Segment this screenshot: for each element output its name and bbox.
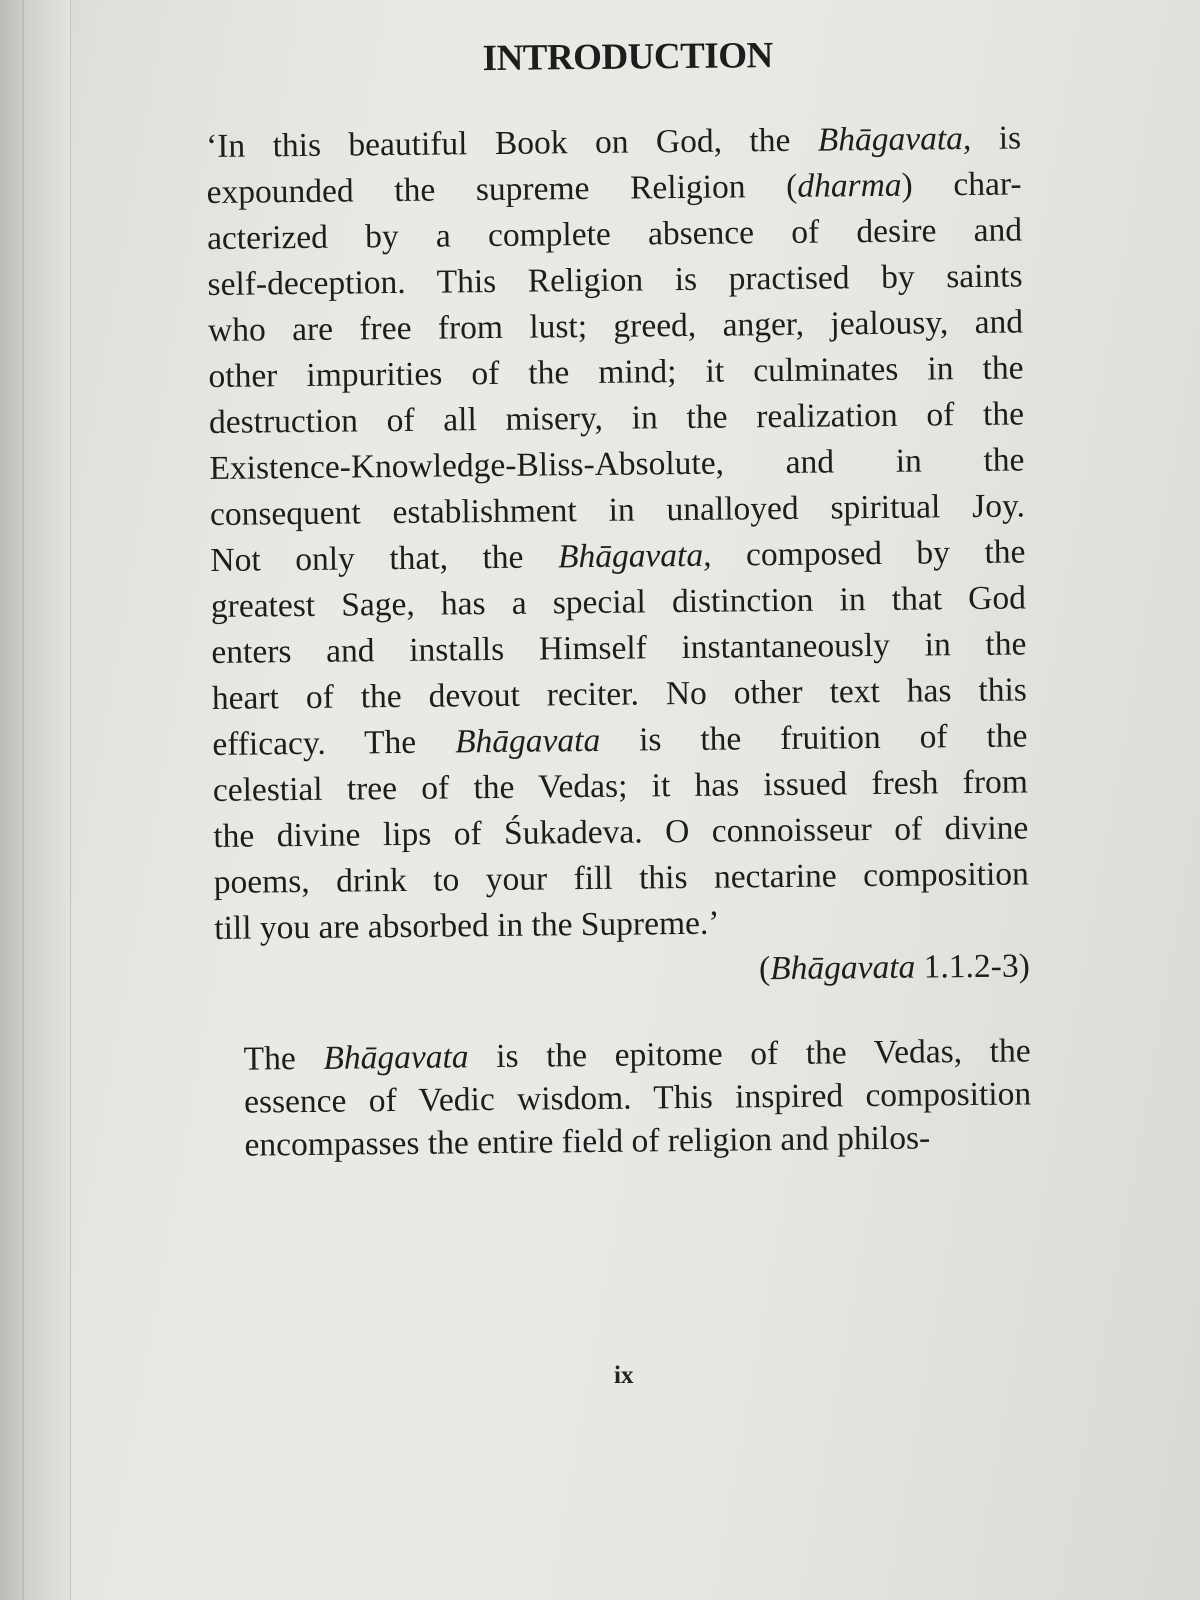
text-block (205, 31, 1032, 1166)
text-run: celestial tree of the Vedas; it has issued fresh from (212, 763, 1029, 809)
text-run: efficacy. The (212, 723, 456, 763)
italic-text: dharma (797, 166, 902, 205)
italic-text: Bhāgavata (454, 721, 601, 761)
text-run: till you are absorbed in the Supreme.’ (214, 904, 720, 947)
text-run: greatest Sage, has a special distinction in that God (210, 579, 1027, 625)
text-run: Not only that, the (210, 538, 559, 579)
book-gutter (0, 0, 71, 1600)
text-line (214, 851, 1029, 906)
citation (215, 943, 1030, 998)
text-run: The (243, 1039, 324, 1078)
italic-text: Bhāgavata, (817, 119, 972, 159)
gutter-edge (22, 0, 24, 1600)
text-run: other impurities of the mind; it culminates in the (208, 349, 1024, 395)
text-run: the divine lips of Śukadeva. O connoisseur of divine (213, 809, 1029, 855)
text-run: who are free from lust; greed, anger, jealousy, and (207, 303, 1024, 349)
text-run: self-deception. This Religion is practised by saints (207, 257, 1023, 303)
text-run: destruction of all misery, in the realization of the (208, 395, 1025, 441)
text-run: encompasses the entire field of religion and philos- (244, 1119, 931, 1164)
text-run: poems, drink to your fill this nectarine composition (213, 855, 1029, 901)
text-run: expounded the supreme Religion ( (206, 167, 798, 211)
text-run: ) char- (901, 165, 1022, 204)
text-run: 1.1.2-3) (915, 947, 1030, 986)
text-run: is the fruition of the (600, 717, 1028, 759)
text-line (244, 1115, 1031, 1166)
text-run: enters and installs Himself instantaneously in the (211, 625, 1027, 671)
page-number: ix (614, 1362, 634, 1389)
text-run: Existence-Knowledge-Bliss-Absolute, and in the (209, 441, 1025, 487)
text-run: ( (758, 950, 771, 988)
text-run: ‘In this beautiful Book on God, the (205, 121, 818, 165)
italic-text: Bhāgavata (769, 948, 916, 988)
quote-paragraph (206, 115, 1030, 951)
body-paragraph (243, 1029, 1031, 1166)
text-run: composed by the (711, 533, 1026, 574)
text-run: is (971, 119, 1022, 157)
italic-text: Bhāgavata, (557, 536, 712, 576)
text-run: acterized by a complete absence of desire and (206, 211, 1023, 257)
text-run: essence of Vedic wisdom. This inspired composition (243, 1075, 1032, 1121)
italic-text: Bhāgavata (323, 1038, 469, 1077)
page-heading: INTRODUCTION (482, 35, 773, 80)
text-run: consequent establishment in unalloyed spiritual Joy. (209, 487, 1026, 533)
text-run: heart of the devout reciter. No other text has this (211, 671, 1028, 717)
text-run: is the epitome of the Vedas, the (468, 1032, 1031, 1076)
